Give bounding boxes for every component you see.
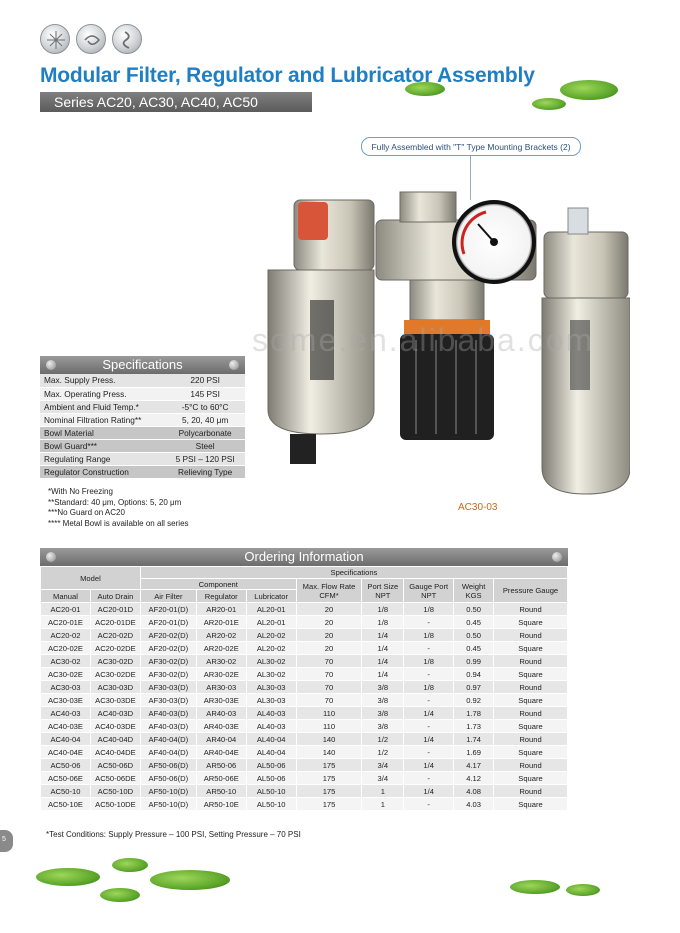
lily-pad-decoration (560, 80, 618, 100)
ordering-cell: AC50-06E (41, 772, 91, 785)
ordering-cell: AC30-02 (41, 655, 91, 668)
ordering-cell: AC40-04D (90, 733, 140, 746)
ordering-cell: AF40-04(D) (140, 733, 196, 746)
watermark: some.en.alibaba.com (252, 322, 595, 358)
ordering-cell: 0.92 (454, 694, 494, 707)
ordering-row (41, 694, 568, 707)
ordering-cell: 140 (296, 746, 362, 759)
ordering-cell: AR50-06 (196, 759, 246, 772)
spec-value: -5°C to 60°C (165, 400, 245, 413)
ordering-cell: 0.94 (454, 668, 494, 681)
ordering-cell: AF20-01(D) (140, 616, 196, 629)
bolt-icon (46, 360, 56, 370)
ordering-cell: AF40-04(D) (140, 746, 196, 759)
spec-value: 220 PSI (165, 374, 245, 387)
lily-pad-decoration (150, 870, 230, 890)
bracket-callout: Fully Assembled with "T" Type Mounting Brackets (2) (361, 137, 581, 156)
ordering-cell: 175 (296, 759, 362, 772)
spec-value: 145 PSI (165, 387, 245, 400)
ordering-cell: 20 (296, 629, 362, 642)
bolt-icon (229, 360, 239, 370)
ordering-cell: AL50-06 (246, 772, 296, 785)
ordering-row (41, 642, 568, 655)
ordering-cell: AL20-01 (246, 603, 296, 616)
spec-label: Bowl Material (40, 426, 165, 439)
header-icons (40, 24, 142, 54)
ordering-cell: 1/4 (404, 759, 454, 772)
ordering-row (41, 772, 568, 785)
ordering-cell: 0.45 (454, 642, 494, 655)
lily-pad-decoration (112, 858, 148, 872)
ordering-cell: Square (494, 720, 568, 733)
ordering-cell: 110 (296, 720, 362, 733)
ordering-cell: AC20-02DE (90, 642, 140, 655)
spec-row (40, 452, 245, 465)
ordering-cell: 175 (296, 798, 362, 811)
ordering-cell: 1/8 (404, 681, 454, 694)
ordering-cell: AR40-03 (196, 707, 246, 720)
ordering-cell: - (404, 616, 454, 629)
ordering-cell: 1/2 (362, 733, 404, 746)
ordering-cell: AL50-10 (246, 785, 296, 798)
ordering-cell: AL30-02 (246, 655, 296, 668)
ordering-cell: - (404, 694, 454, 707)
ordering-cell: AC20-01 (41, 603, 91, 616)
ordering-cell: AL50-10 (246, 798, 296, 811)
ordering-cell: Round (494, 733, 568, 746)
ordering-cell: Square (494, 772, 568, 785)
swirl-icon (76, 24, 106, 54)
ordering-panel (40, 548, 568, 811)
ordering-cell: AC40-03 (41, 707, 91, 720)
ordering-cell: 1/4 (362, 629, 404, 642)
ordering-cell: 1/4 (404, 733, 454, 746)
ordering-cell: AC50-06 (41, 759, 91, 772)
ordering-row (41, 759, 568, 772)
ordering-cell: 3/8 (362, 720, 404, 733)
ordering-cell: AR20-02 (196, 629, 246, 642)
ordering-row (41, 681, 568, 694)
series-banner: Series AC20, AC30, AC40, AC50 (40, 92, 312, 112)
ordering-cell: AC30-02E (41, 668, 91, 681)
ordering-cell: 140 (296, 733, 362, 746)
spec-row (40, 374, 245, 387)
ordering-cell: AC20-01DE (90, 616, 140, 629)
ordering-row (41, 668, 568, 681)
ordering-cell: Round (494, 785, 568, 798)
ordering-cell: AC20-02E (41, 642, 91, 655)
specifications-panel (40, 356, 245, 479)
ordering-header (40, 548, 568, 566)
gauge-port-header: Gauge Port NPT (404, 579, 454, 603)
ordering-cell: 4.03 (454, 798, 494, 811)
spec-value: Relieving Type (165, 465, 245, 478)
regulator-header: Regulator (196, 590, 246, 603)
ordering-cell: 1.78 (454, 707, 494, 720)
ordering-cell: Round (494, 707, 568, 720)
ordering-cell: 1/8 (362, 616, 404, 629)
ordering-cell: - (404, 772, 454, 785)
ordering-cell: AL40-03 (246, 720, 296, 733)
ordering-cell: 3/8 (362, 681, 404, 694)
auto-drain-header: Auto Drain (90, 590, 140, 603)
ordering-cell: 3/8 (362, 694, 404, 707)
ordering-cell: AR20-01 (196, 603, 246, 616)
ordering-cell: AL40-04 (246, 746, 296, 759)
ordering-cell: 175 (296, 772, 362, 785)
lily-pad-decoration (510, 880, 560, 894)
ordering-row (41, 746, 568, 759)
note-line: **** Metal Bowl is available on all series (48, 518, 189, 528)
air-filter-header: Air Filter (140, 590, 196, 603)
ordering-cell: Square (494, 798, 568, 811)
ordering-cell: 3/4 (362, 772, 404, 785)
ordering-row (41, 655, 568, 668)
page-title: Modular Filter, Regulator and Lubricator Assembly (40, 64, 535, 87)
specification-notes (48, 487, 189, 529)
ordering-cell: AC30-03 (41, 681, 91, 694)
ordering-cell: 70 (296, 655, 362, 668)
ordering-cell: AC50-10 (41, 785, 91, 798)
ordering-cell: AL20-02 (246, 642, 296, 655)
ordering-cell: 175 (296, 785, 362, 798)
lily-pad-decoration (36, 868, 100, 886)
ordering-row (41, 603, 568, 616)
ordering-cell: 110 (296, 707, 362, 720)
bolt-icon (552, 552, 562, 562)
ordering-cell: 70 (296, 694, 362, 707)
port-header: Port Size NPT (362, 579, 404, 603)
ordering-cell: AC30-03DE (90, 694, 140, 707)
ordering-cell: 1/8 (404, 603, 454, 616)
ordering-cell: AF50-10(D) (140, 798, 196, 811)
ordering-cell: - (404, 720, 454, 733)
ordering-cell: AC50-10DE (90, 798, 140, 811)
ordering-cell: Square (494, 642, 568, 655)
ordering-row (41, 798, 568, 811)
ordering-row (41, 720, 568, 733)
flow-header: Max. Flow Rate CFM* (296, 579, 362, 603)
test-conditions-note: *Test Conditions: Supply Pressure – 100 PSI, Setting Pressure – 70 PSI (46, 830, 301, 839)
ordering-cell: 1.74 (454, 733, 494, 746)
specifications-table (40, 374, 245, 479)
ordering-cell: AC20-01D (90, 603, 140, 616)
ordering-cell: 4.17 (454, 759, 494, 772)
spec-row (40, 439, 245, 452)
ordering-cell: AR40-04E (196, 746, 246, 759)
ordering-cell: 20 (296, 603, 362, 616)
ordering-cell: AC20-02 (41, 629, 91, 642)
ordering-cell: 1/8 (404, 655, 454, 668)
spec-row (40, 426, 245, 439)
ordering-cell: 1/4 (362, 655, 404, 668)
ordering-cell: AR50-06E (196, 772, 246, 785)
page-number-tab: 5 (0, 830, 13, 852)
ordering-cell: AR40-03E (196, 720, 246, 733)
ordering-cell: - (404, 798, 454, 811)
ordering-cell: Round (494, 629, 568, 642)
ordering-table (40, 566, 568, 811)
ordering-cell: 0.50 (454, 629, 494, 642)
ordering-cell: AC20-01E (41, 616, 91, 629)
ordering-cell: 1/2 (362, 746, 404, 759)
ordering-cell: AF40-03(D) (140, 707, 196, 720)
ordering-cell: Square (494, 668, 568, 681)
ordering-cell: AC40-04DE (90, 746, 140, 759)
ordering-cell: AF50-06(D) (140, 759, 196, 772)
ordering-cell: AR30-02E (196, 668, 246, 681)
spec-label: Max. Supply Press. (40, 374, 165, 387)
ordering-cell: AF20-01(D) (140, 603, 196, 616)
ordering-cell: 1/4 (362, 668, 404, 681)
spec-label: Ambient and Fluid Temp.* (40, 400, 165, 413)
model-header: Model (41, 567, 141, 590)
ordering-cell: AC40-04 (41, 733, 91, 746)
ordering-cell: 3/8 (362, 707, 404, 720)
ordering-cell: Round (494, 655, 568, 668)
spec-row (40, 465, 245, 478)
spec-value: 5, 20, 40 μm (165, 413, 245, 426)
ordering-row (41, 629, 568, 642)
ordering-cell: 1 (362, 798, 404, 811)
ordering-cell: 20 (296, 642, 362, 655)
ordering-cell: Square (494, 694, 568, 707)
ordering-cell: AL20-01 (246, 616, 296, 629)
ordering-cell: AF30-03(D) (140, 681, 196, 694)
weight-header: Weight KGS (454, 579, 494, 603)
ordering-cell: AR30-03 (196, 681, 246, 694)
ordering-row (41, 785, 568, 798)
ordering-cell: 0.45 (454, 616, 494, 629)
ordering-cell: AC40-04E (41, 746, 91, 759)
ordering-row (41, 733, 568, 746)
manual-header: Manual (41, 590, 91, 603)
specifications-header-cell: Specifications (140, 567, 567, 579)
ordering-cell: AR20-01E (196, 616, 246, 629)
spec-label: Nominal Filtration Rating** (40, 413, 165, 426)
ordering-cell: 70 (296, 681, 362, 694)
component-header: Component (140, 579, 296, 590)
ordering-cell: Round (494, 759, 568, 772)
lily-pad-decoration (100, 888, 140, 902)
ordering-cell: - (404, 668, 454, 681)
ordering-cell: AF20-02(D) (140, 642, 196, 655)
ordering-cell: 0.99 (454, 655, 494, 668)
ordering-cell: AL20-02 (246, 629, 296, 642)
ordering-cell: 1 (362, 785, 404, 798)
spec-value: 5 PSI – 120 PSI (165, 452, 245, 465)
ordering-cell: 4.12 (454, 772, 494, 785)
ordering-cell: AR50-10E (196, 798, 246, 811)
spec-label: Regulating Range (40, 452, 165, 465)
ordering-cell: AL30-03 (246, 681, 296, 694)
ordering-cell: AC30-02D (90, 655, 140, 668)
ordering-cell: 20 (296, 616, 362, 629)
ordering-cell: AC50-10E (41, 798, 91, 811)
ordering-cell: AC20-02D (90, 629, 140, 642)
ordering-cell: AR40-04 (196, 733, 246, 746)
ordering-cell: AL40-04 (246, 733, 296, 746)
specifications-title: Specifications (102, 357, 183, 372)
ordering-cell: AC50-10D (90, 785, 140, 798)
ordering-cell: AF50-06(D) (140, 772, 196, 785)
radial-burst-icon (40, 24, 70, 54)
ordering-cell: AC30-03D (90, 681, 140, 694)
ordering-title: Ordering Information (244, 549, 364, 564)
product-model-label: AC30-03 (458, 502, 498, 513)
ordering-cell: 4.08 (454, 785, 494, 798)
spec-row (40, 387, 245, 400)
spec-row (40, 413, 245, 426)
note-line: *With No Freezing (48, 487, 113, 496)
ordering-cell: AF30-02(D) (140, 655, 196, 668)
wave-icon (112, 24, 142, 54)
spec-value: Polycarbonate (165, 426, 245, 439)
ordering-cell: 1/4 (362, 642, 404, 655)
ordering-cell: 1/4 (404, 785, 454, 798)
ordering-cell: 0.50 (454, 603, 494, 616)
note-line: **Standard: 40 μm, Options: 5, 20 μm (48, 497, 182, 507)
ordering-cell: AF50-10(D) (140, 785, 196, 798)
ordering-cell: 70 (296, 668, 362, 681)
ordering-cell: Square (494, 616, 568, 629)
ordering-cell: 1.69 (454, 746, 494, 759)
ordering-cell: - (404, 642, 454, 655)
ordering-cell: AL30-03 (246, 694, 296, 707)
ordering-cell: - (404, 746, 454, 759)
ordering-cell: AC50-06D (90, 759, 140, 772)
spec-label: Bowl Guard*** (40, 439, 165, 452)
lubricator-header: Lubricator (246, 590, 296, 603)
ordering-cell: AL30-02 (246, 668, 296, 681)
ordering-cell: AR20-02E (196, 642, 246, 655)
ordering-rows (41, 603, 568, 811)
spec-value: Steel (165, 439, 245, 452)
ordering-cell: 1/8 (362, 603, 404, 616)
ordering-cell: AC30-02DE (90, 668, 140, 681)
ordering-row (41, 707, 568, 720)
ordering-cell: 0.97 (454, 681, 494, 694)
ordering-cell: AF20-02(D) (140, 629, 196, 642)
ordering-row (41, 616, 568, 629)
ordering-cell: AC40-03D (90, 707, 140, 720)
ordering-cell: AC40-03E (41, 720, 91, 733)
ordering-cell: AC30-03E (41, 694, 91, 707)
ordering-cell: AR30-02 (196, 655, 246, 668)
ordering-cell: 1/8 (404, 629, 454, 642)
ordering-cell: Round (494, 603, 568, 616)
lily-pad-decoration (532, 98, 566, 110)
ordering-cell: AF40-03(D) (140, 720, 196, 733)
gauge-header: Pressure Gauge (494, 579, 568, 603)
ordering-cell: 1.73 (454, 720, 494, 733)
spec-row (40, 400, 245, 413)
ordering-cell: 1/4 (404, 707, 454, 720)
bolt-icon (46, 552, 56, 562)
ordering-cell: AF30-03(D) (140, 694, 196, 707)
ordering-cell: AL40-03 (246, 707, 296, 720)
ordering-cell: AC50-06DE (90, 772, 140, 785)
ordering-cell: Round (494, 681, 568, 694)
note-line: ***No Guard on AC20 (48, 508, 125, 517)
ordering-cell: Square (494, 746, 568, 759)
ordering-cell: AR50-10 (196, 785, 246, 798)
ordering-cell: AR30-03E (196, 694, 246, 707)
spec-label: Max. Operating Press. (40, 387, 165, 400)
ordering-cell: AF30-02(D) (140, 668, 196, 681)
lily-pad-decoration (566, 884, 600, 896)
ordering-cell: AL50-06 (246, 759, 296, 772)
ordering-cell: AC40-03DE (90, 720, 140, 733)
ordering-cell: 3/4 (362, 759, 404, 772)
specifications-header (40, 356, 245, 374)
spec-label: Regulator Construction (40, 465, 165, 478)
